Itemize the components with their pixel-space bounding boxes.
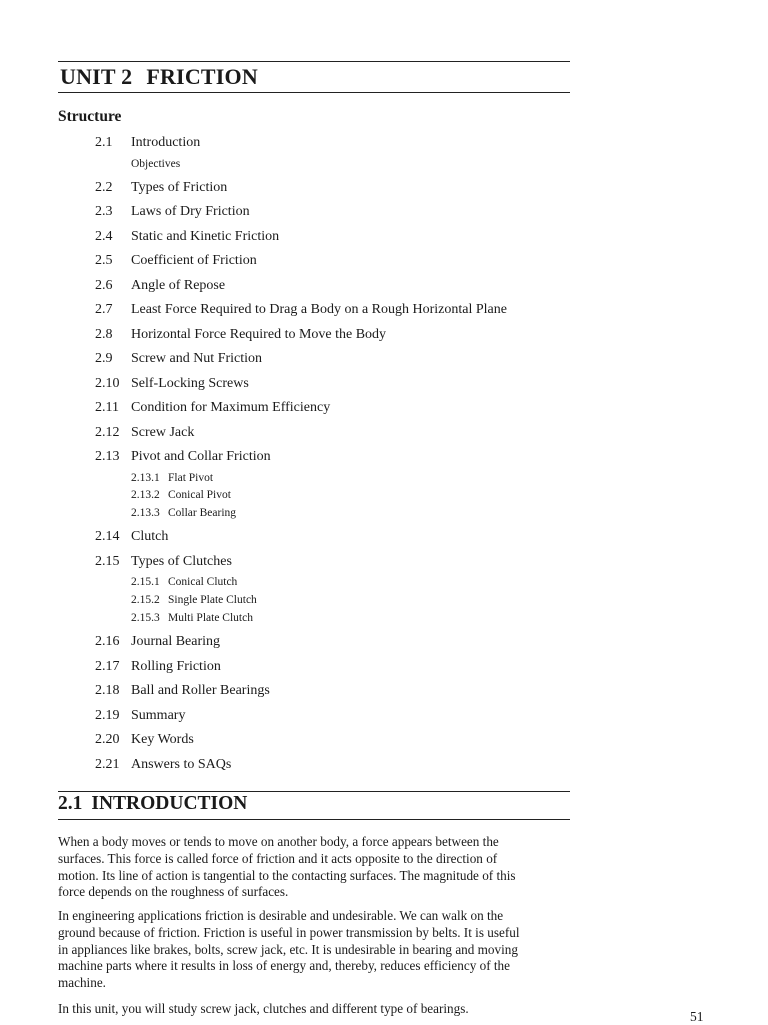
body-paragraph (58, 834, 563, 901)
toc-item-number: 2.7 (95, 302, 113, 317)
toc-subitem (131, 594, 257, 606)
section-top-rule (58, 791, 570, 792)
toc-item (95, 351, 262, 367)
toc-item-number: 2.13 (95, 449, 120, 464)
toc-item-number: 2.3 (95, 204, 113, 219)
toc-item-label: Types of Friction (131, 179, 228, 195)
unit-title (60, 64, 258, 90)
toc-subitem-label: Collar Bearing (168, 506, 237, 519)
toc-item (95, 204, 250, 220)
unit-number: UNIT 2 (60, 64, 133, 89)
toc-subitem-number: 2.15.3 (131, 611, 160, 624)
toc-item-label: Horizontal Force Required to Move the Body (131, 326, 387, 342)
toc-subitem (131, 576, 237, 588)
toc-subitem (131, 472, 213, 484)
toc-item (95, 554, 232, 570)
toc-item-label: Summary (131, 707, 186, 723)
toc-item (95, 327, 386, 343)
toc-item (95, 278, 225, 294)
toc-item-number: 2.10 (95, 375, 120, 391)
section-title (58, 793, 247, 815)
toc-item (95, 449, 271, 465)
toc-subitem (131, 612, 253, 624)
toc-item (95, 757, 231, 773)
body-paragraph (58, 1001, 563, 1018)
toc-item-label: Rolling Friction (131, 658, 221, 674)
toc-item-number: 2.4 (95, 228, 113, 244)
toc-item-label: Screw Jack (131, 424, 195, 440)
toc-item-number: 2.5 (95, 253, 113, 268)
toc-item (95, 376, 249, 392)
toc-item-label: Ball and Roller Bearings (131, 683, 270, 699)
paragraph-line: in appliances like brakes, bolts, screw jack, etc. It is undesirable in bearing and moving (58, 941, 518, 957)
toc-item (95, 683, 270, 699)
toc-item-number: 2.20 (95, 732, 120, 748)
toc-item-label: Least Force Required to Drag a Body on a Rough Horizontal Plane (131, 302, 507, 317)
toc-item (95, 634, 220, 650)
toc-item (95, 180, 227, 196)
toc-item (95, 529, 168, 545)
body-paragraph (58, 908, 563, 992)
paragraph-line: force depends on the roughness of surfaces. (58, 884, 289, 900)
toc-item-number: 2.21 (95, 756, 120, 772)
unit-name: FRICTION (146, 64, 258, 89)
toc-subitem-number: 2.13.1 (131, 471, 160, 484)
toc-subitem-number: 2.13.2 (131, 489, 160, 502)
toc-item-label: Coefficient of Friction (131, 253, 257, 268)
paragraph-line: When a body moves or tends to move on another body, a force appears between the (58, 834, 499, 849)
toc-item-label: Pivot and Collar Friction (131, 449, 271, 464)
toc-item-label: Types of Clutches (131, 553, 232, 569)
section-bottom-rule (58, 819, 570, 820)
toc-item-label: Clutch (131, 529, 169, 545)
paragraph-line: ground because of friction. Friction is useful in power transmission by belts. It is useful (58, 924, 520, 940)
toc-item (95, 708, 185, 724)
toc-item-number: 2.14 (95, 529, 120, 545)
toc-item-number: 2.11 (95, 400, 119, 415)
toc-item-label: Introduction (131, 135, 201, 150)
toc-item (95, 302, 507, 318)
top-rule (58, 61, 570, 62)
toc-item-label: Angle of Repose (131, 277, 226, 293)
toc-item-label: Self-Locking Screws (131, 375, 249, 391)
toc-item-label: Screw and Nut Friction (131, 351, 263, 366)
toc-item-number: 2.1 (95, 135, 113, 150)
toc-item-label: Condition for Maximum Efficiency (131, 400, 331, 415)
toc-item (95, 425, 194, 441)
paragraph-line: In this unit, you will study screw jack, clutches and different type of bearings. (58, 1001, 469, 1016)
toc-item-label: Key Words (131, 732, 194, 748)
toc-item-number: 2.9 (95, 351, 113, 366)
toc-item-label: Laws of Dry Friction (131, 204, 250, 219)
toc-subitem (131, 507, 236, 519)
toc-item (95, 659, 221, 675)
toc-subitem-label: Single Plate Clutch (168, 594, 257, 607)
toc-item-number: 2.8 (95, 326, 113, 342)
toc-item-number: 2.16 (95, 634, 120, 650)
toc-item-number: 2.12 (95, 424, 120, 440)
toc-subitem-number: 2.15.2 (131, 594, 160, 607)
toc-subitem-label: Multi Plate Clutch (168, 611, 253, 624)
toc-subitem-label: Conical Pivot (168, 489, 231, 502)
toc-subitem-label: Objectives (131, 157, 181, 170)
toc-item (95, 732, 194, 748)
paragraph-line: In engineering applications friction is desirable and undesirable. We can walk on the (58, 908, 504, 923)
unit-title-underline (58, 92, 570, 93)
toc-item-label: Static and Kinetic Friction (131, 228, 280, 244)
toc-item-number: 2.2 (95, 179, 113, 195)
page-number: 51 (690, 1009, 704, 1024)
toc-item-number: 2.15 (95, 553, 120, 569)
toc-subitem (131, 158, 180, 170)
toc-subitem-label: Conical Clutch (168, 576, 238, 589)
toc-item-label: Answers to SAQs (131, 756, 232, 772)
toc-subitem-number: 2.15.1 (131, 576, 160, 589)
toc-item-label: Journal Bearing (131, 634, 221, 650)
section-name: INTRODUCTION (91, 793, 248, 814)
toc-item-number: 2.17 (95, 658, 120, 674)
section-number: 2.1 (58, 793, 83, 814)
toc-item (95, 400, 330, 416)
structure-heading: Structure (58, 108, 122, 125)
paragraph-line: machine. (58, 975, 106, 991)
paragraph-line: machine parts where it results in loss of energy and, thereby, reduces efficiency of the (58, 958, 510, 974)
paragraph-line: motion. Its line of action is tangential to the contacting surfaces. The magnitude of this (58, 867, 516, 883)
toc-item-number: 2.18 (95, 683, 120, 699)
toc-item (95, 229, 279, 245)
toc-subitem-label: Flat Pivot (168, 471, 214, 484)
toc-item-number: 2.6 (95, 277, 113, 293)
toc-item-number: 2.19 (95, 707, 120, 723)
toc-subitem (131, 489, 231, 501)
toc-item (95, 253, 257, 269)
toc-item (95, 135, 200, 151)
toc-subitem-number: 2.13.3 (131, 506, 160, 519)
paragraph-line: surfaces. This force is called force of friction and it acts opposite to the direction of (58, 850, 498, 866)
